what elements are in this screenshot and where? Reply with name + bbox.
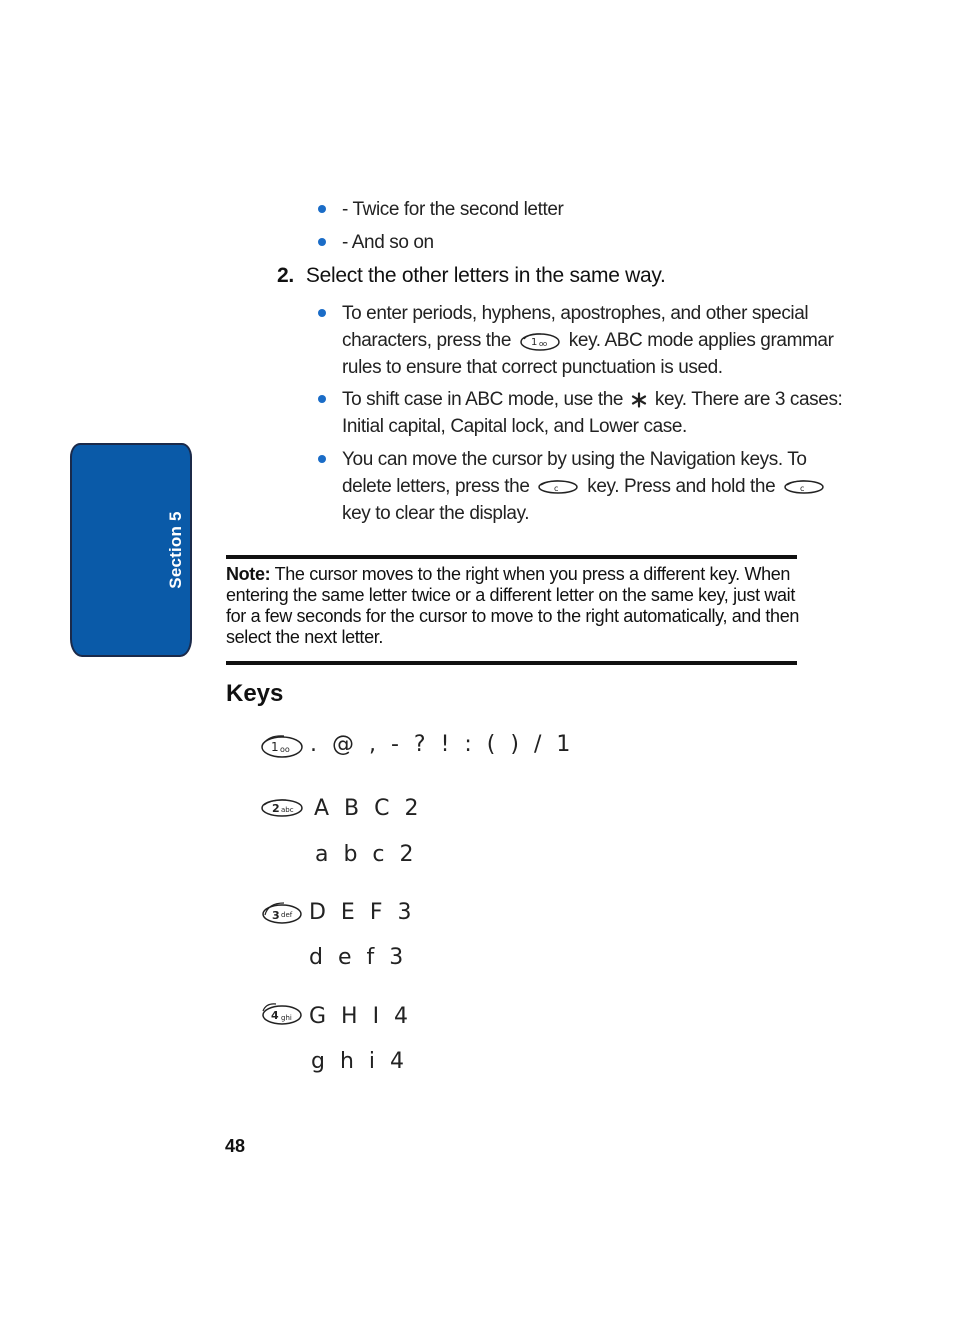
svg-text:c: c — [800, 483, 805, 493]
key-chars: A B C 2 — [314, 796, 423, 821]
bullet-text: delete letters, press the c key. Press and hold the c — [342, 473, 828, 500]
bullet-text: - And so on — [342, 232, 434, 253]
key-2-icon — [260, 796, 304, 820]
svg-text:oo: oo — [280, 745, 290, 754]
bullet-text: You can move the cursor by using the Navigation keys. To — [342, 449, 807, 470]
step-text: Select the other letters in the same way. — [305, 264, 666, 287]
bullet-dot — [318, 238, 326, 246]
svg-text:c: c — [554, 483, 559, 493]
svg-text:oo: oo — [538, 339, 547, 348]
clear-key-icon — [537, 479, 579, 495]
note-label: Note: — [226, 564, 271, 584]
star-key-icon — [631, 392, 647, 408]
note-text: The cursor moves to the right when you press a different key. When entering the same letter twice or a different letter on the same key, just wait for a few seconds for the cursor to move to the right automatically, and then select the next letter. — [226, 564, 800, 647]
svg-text:def: def — [281, 911, 293, 919]
bullet-text: To enter periods, hyphens, apostrophes, and other special — [342, 303, 809, 324]
bullet-dot — [318, 395, 326, 403]
key-chars: . @ , - ? ! : ( ) / 1 — [310, 732, 575, 757]
svg-text:1: 1 — [271, 740, 279, 754]
clear-key-icon — [783, 479, 825, 495]
key-chars: d e f 3 — [309, 945, 408, 970]
bullet-dot — [318, 205, 326, 213]
bullet-text: key to clear the display. — [342, 503, 530, 524]
svg-text:4: 4 — [271, 1009, 279, 1022]
bullet-dot — [318, 309, 326, 317]
bullet-text: rules to ensure that correct punctuation is used. — [342, 357, 723, 378]
divider — [226, 661, 797, 665]
svg-text:1: 1 — [530, 336, 537, 348]
bullet-dot — [318, 455, 326, 463]
key-chars: g h i 4 — [311, 1049, 408, 1074]
keys-heading: Keys — [226, 680, 284, 707]
key-3-icon — [260, 899, 304, 927]
step-2 — [277, 264, 666, 288]
key-4-icon — [260, 1001, 304, 1029]
key-1-icon — [260, 732, 304, 760]
key-chars: D E F 3 — [309, 900, 416, 925]
bullet-text: - Twice for the second letter — [342, 199, 564, 220]
svg-text:2: 2 — [272, 802, 280, 815]
key-1-icon — [519, 330, 561, 352]
divider — [226, 555, 797, 559]
section-tab-label: Section 5 — [166, 511, 185, 589]
step-number: 2. — [277, 264, 294, 287]
svg-text:ghi: ghi — [281, 1014, 292, 1022]
bullet-text: To shift case in ABC mode, use the key. There are 3 cases: — [342, 389, 843, 410]
bullet-text: Initial capital, Capital lock, and Lower case. — [342, 416, 687, 437]
svg-text:abc: abc — [281, 806, 294, 814]
key-chars: G H I 4 — [309, 1004, 413, 1029]
bullet-text: characters, press the 1 oo key. ABC mode applies grammar — [342, 330, 834, 351]
svg-text:3: 3 — [272, 909, 280, 922]
key-chars: a b c 2 — [315, 842, 418, 867]
note — [226, 564, 801, 648]
page-number: 48 — [225, 1136, 246, 1156]
